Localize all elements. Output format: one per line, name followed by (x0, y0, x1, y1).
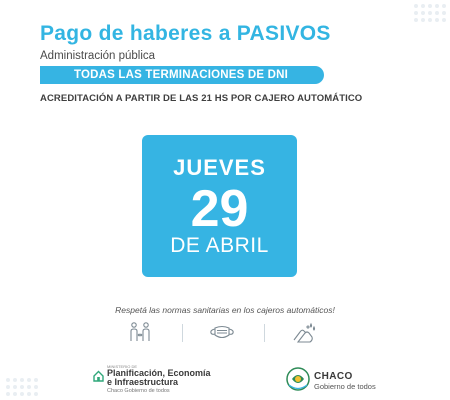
page-title: Pago de haberes a PASIVOS (40, 22, 331, 45)
decorative-dot-grid (6, 378, 38, 396)
divider (264, 324, 265, 342)
ministry-line-2: e Infraestructura (107, 377, 179, 387)
hand-wash-icon (290, 320, 318, 344)
accreditation-note: ACREDITACIÓN A PARTIR DE LAS 21 HS POR CAJERO AUTOMÁTICO (40, 93, 363, 104)
province-tagline: Gobierno de todos (314, 382, 376, 391)
chaco-logo (286, 365, 396, 395)
ministry-line-3: Chaco Gobierno de todos (107, 388, 170, 394)
ministry-line-1: Planificación, Economía (107, 368, 211, 378)
subtitle: Administración pública (40, 50, 156, 62)
sanitary-icons (108, 320, 340, 346)
social-distance-icon (126, 320, 154, 344)
ministry-logo (93, 364, 243, 394)
house-icon (93, 370, 104, 382)
divider (182, 324, 183, 342)
weekday-label: JUEVES (173, 155, 266, 180)
chaco-shield-icon (286, 365, 310, 393)
sanitary-note: Respetá las normas sanitarias en los cajeros automáticos! (115, 305, 335, 315)
month-label: DE ABRIL (170, 234, 269, 257)
date-card (142, 135, 297, 277)
dni-banner: TODAS LAS TERMINACIONES DE DNI (40, 66, 324, 84)
face-mask-icon (208, 320, 236, 344)
province-name: CHACO (314, 371, 353, 382)
day-number: 29 (190, 180, 249, 238)
ministry-line-0: MINISTERIO DE (107, 364, 138, 369)
decorative-dot-grid (414, 4, 446, 22)
